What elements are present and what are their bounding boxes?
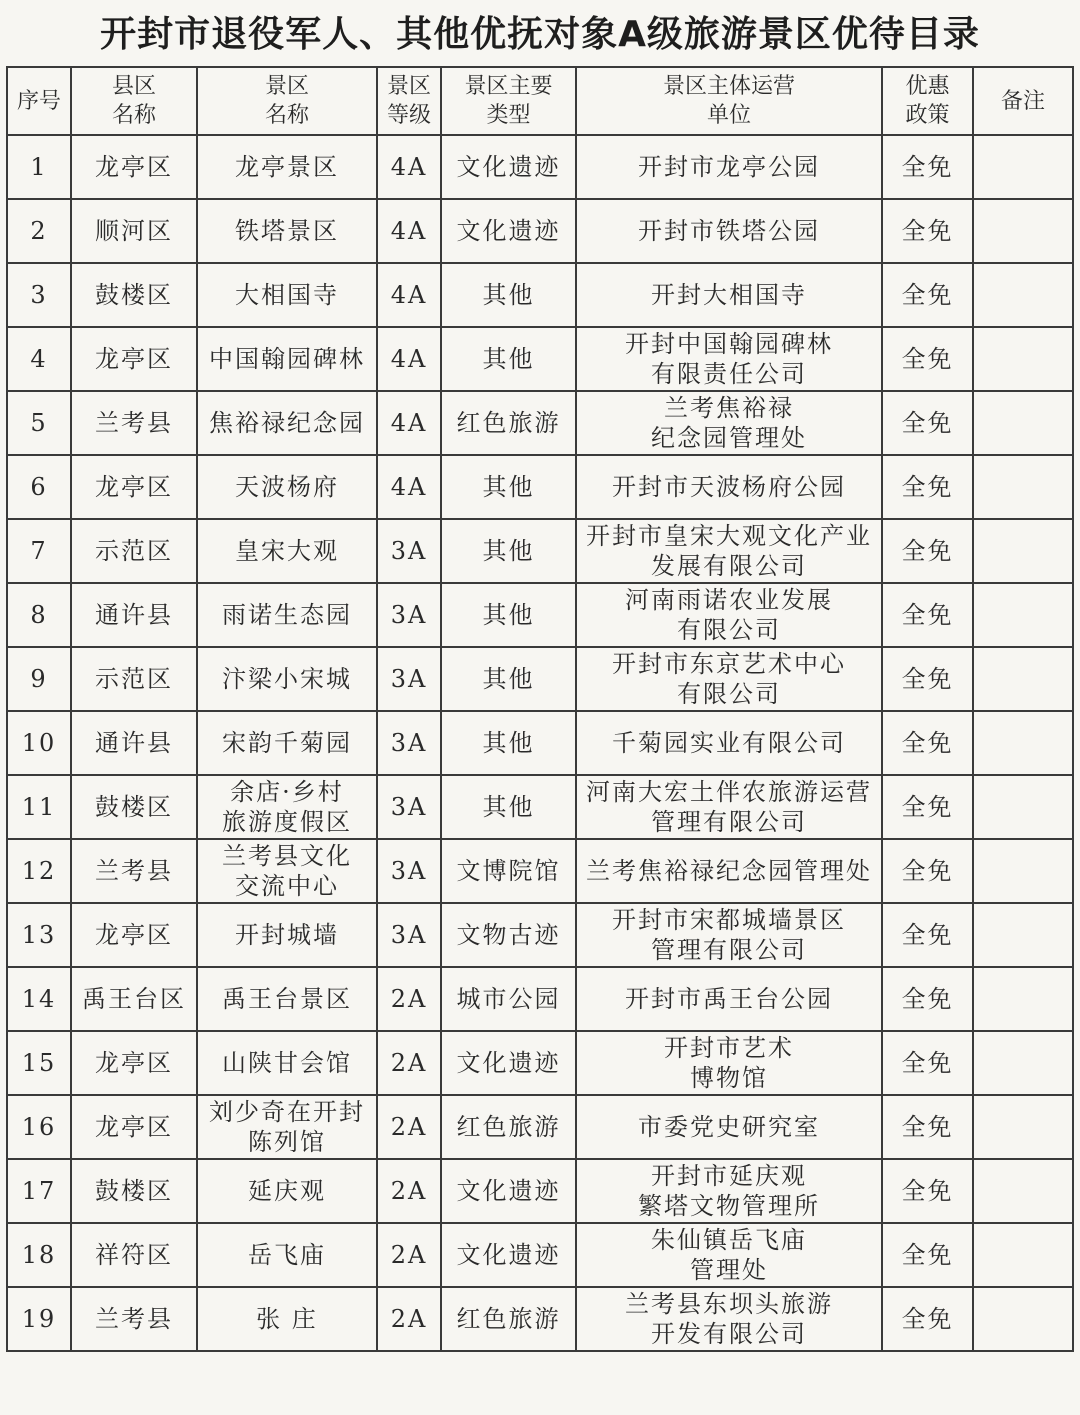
cell-note	[973, 647, 1073, 711]
cell-county-line: 兰考县	[95, 1305, 173, 1333]
table-row	[7, 839, 1073, 903]
cell-note	[973, 775, 1073, 839]
cell-operator-line: 开封市铁塔公园	[638, 217, 820, 245]
cell-index: 14	[7, 967, 71, 1031]
cell-level: 3A	[377, 711, 441, 775]
cell-policy: 全免	[882, 775, 973, 839]
cell-type: 其他	[441, 711, 576, 775]
cell-policy: 全免	[882, 1287, 973, 1351]
cell-index: 9	[7, 647, 71, 711]
cell-operator-line: 开封市延庆观	[651, 1162, 807, 1190]
cell-scenic-name	[197, 903, 377, 967]
cell-level: 2A	[377, 1223, 441, 1287]
table-row	[7, 199, 1073, 263]
cell-scenic-name-line: 刘少奇在开封	[209, 1098, 365, 1126]
cell-operator-line: 开封大相国寺	[651, 281, 807, 309]
header-county-line: 名称	[111, 103, 156, 128]
cell-county	[71, 1095, 197, 1159]
cell-note	[973, 519, 1073, 583]
cell-scenic-name-line: 张 庄	[256, 1305, 318, 1333]
cell-operator-line: 开封市艺术	[664, 1034, 794, 1062]
cell-note	[973, 967, 1073, 1031]
cell-county	[71, 1031, 197, 1095]
cell-note	[973, 327, 1073, 391]
cell-operator	[576, 455, 882, 519]
cell-type: 红色旅游	[441, 1095, 576, 1159]
cell-scenic-name	[197, 263, 377, 327]
cell-county	[71, 775, 197, 839]
cell-county-line: 鼓楼区	[95, 281, 173, 309]
cell-level: 4A	[377, 199, 441, 263]
cell-type: 红色旅游	[441, 391, 576, 455]
cell-type: 文博院馆	[441, 839, 576, 903]
cell-operator	[576, 583, 882, 647]
cell-policy: 全免	[882, 1031, 973, 1095]
table-row	[7, 455, 1073, 519]
cell-level: 3A	[377, 519, 441, 583]
table-row	[7, 1159, 1073, 1223]
cell-scenic-name-line: 山陕甘会馆	[222, 1049, 352, 1077]
cell-level: 3A	[377, 839, 441, 903]
cell-level: 4A	[377, 391, 441, 455]
cell-scenic-name	[197, 647, 377, 711]
cell-policy: 全免	[882, 455, 973, 519]
cell-operator	[576, 1287, 882, 1351]
cell-operator	[576, 135, 882, 199]
cell-policy: 全免	[882, 903, 973, 967]
cell-index: 12	[7, 839, 71, 903]
cell-county-line: 顺河区	[95, 217, 173, 245]
cell-type: 文化遗迹	[441, 135, 576, 199]
cell-type: 其他	[441, 263, 576, 327]
header-type	[441, 67, 576, 135]
header-operator-line: 景区主体运营	[662, 74, 795, 99]
cell-policy: 全免	[882, 519, 973, 583]
cell-operator-line: 朱仙镇岳飞庙	[651, 1226, 807, 1254]
cell-type: 其他	[441, 775, 576, 839]
cell-note	[973, 1031, 1073, 1095]
table-row	[7, 967, 1073, 1031]
table-row	[7, 1223, 1073, 1287]
cell-county-line: 示范区	[95, 665, 173, 693]
header-policy-line: 优惠	[905, 74, 950, 99]
cell-note	[973, 1095, 1073, 1159]
cell-scenic-name	[197, 839, 377, 903]
cell-note	[973, 1159, 1073, 1223]
header-scenic-name-line: 名称	[264, 103, 309, 128]
cell-operator-line: 开封市东京艺术中心	[612, 650, 846, 678]
cell-type: 城市公园	[441, 967, 576, 1031]
cell-county-line: 鼓楼区	[95, 1177, 173, 1205]
cell-scenic-name-line: 陈列馆	[248, 1128, 326, 1156]
cell-scenic-name-line: 禹王台景区	[222, 985, 352, 1013]
cell-policy: 全免	[882, 263, 973, 327]
cell-operator-line: 市委党史研究室	[638, 1113, 820, 1141]
cell-operator	[576, 1159, 882, 1223]
cell-operator-line: 发展有限公司	[651, 552, 807, 580]
cell-operator-line: 千菊园实业有限公司	[612, 729, 846, 757]
cell-scenic-name	[197, 199, 377, 263]
cell-scenic-name	[197, 1223, 377, 1287]
cell-scenic-name-line: 延庆观	[248, 1177, 326, 1205]
cell-operator-line: 管理有限公司	[651, 936, 807, 964]
cell-level: 2A	[377, 1031, 441, 1095]
header-policy-line: 政策	[905, 103, 950, 128]
cell-county-line: 兰考县	[95, 409, 173, 437]
header-policy	[882, 67, 973, 135]
cell-level: 4A	[377, 135, 441, 199]
cell-county	[71, 647, 197, 711]
table-row	[7, 775, 1073, 839]
cell-level: 2A	[377, 967, 441, 1031]
cell-type: 其他	[441, 455, 576, 519]
cell-operator-line: 博物馆	[690, 1064, 768, 1092]
table-row	[7, 1095, 1073, 1159]
cell-index: 5	[7, 391, 71, 455]
cell-operator	[576, 647, 882, 711]
table-row	[7, 519, 1073, 583]
cell-scenic-name-line: 焦裕禄纪念园	[209, 409, 365, 437]
cell-type: 文化遗迹	[441, 1159, 576, 1223]
cell-operator-line: 管理有限公司	[651, 808, 807, 836]
header-index	[7, 67, 71, 135]
cell-operator	[576, 1095, 882, 1159]
cell-index: 15	[7, 1031, 71, 1095]
table-row	[7, 583, 1073, 647]
cell-level: 4A	[377, 263, 441, 327]
header-level	[377, 67, 441, 135]
cell-scenic-name	[197, 1031, 377, 1095]
cell-county	[71, 327, 197, 391]
cell-index: 19	[7, 1287, 71, 1351]
cell-scenic-name	[197, 1287, 377, 1351]
cell-scenic-name	[197, 455, 377, 519]
cell-note	[973, 263, 1073, 327]
cell-scenic-name-line: 汴梁小宋城	[222, 665, 352, 693]
cell-scenic-name	[197, 967, 377, 1031]
cell-county-line: 祥符区	[95, 1241, 173, 1269]
cell-note	[973, 135, 1073, 199]
header-operator-line: 单位	[706, 103, 751, 128]
cell-operator-line: 河南大宏土伴农旅游运营	[586, 778, 872, 806]
cell-index: 10	[7, 711, 71, 775]
cell-county-line: 龙亭区	[95, 1049, 173, 1077]
header-level-line: 等级	[386, 103, 431, 128]
cell-scenic-name	[197, 327, 377, 391]
cell-index: 16	[7, 1095, 71, 1159]
cell-operator-line: 管理处	[690, 1256, 768, 1284]
cell-level: 3A	[377, 775, 441, 839]
header-scenic-name-line: 景区	[264, 74, 309, 99]
cell-policy: 全免	[882, 1095, 973, 1159]
cell-operator	[576, 1223, 882, 1287]
table-row	[7, 391, 1073, 455]
cell-level: 2A	[377, 1095, 441, 1159]
cell-county	[71, 519, 197, 583]
cell-operator	[576, 391, 882, 455]
cell-operator	[576, 327, 882, 391]
cell-index: 17	[7, 1159, 71, 1223]
cell-scenic-name	[197, 711, 377, 775]
cell-scenic-name-line: 龙亭景区	[235, 153, 339, 181]
table-body	[7, 135, 1073, 1351]
cell-scenic-name-line: 兰考县文化	[222, 842, 352, 870]
cell-county-line: 通许县	[95, 729, 173, 757]
cell-operator-line: 有限责任公司	[651, 360, 807, 388]
cell-operator-line: 开发有限公司	[651, 1320, 807, 1348]
cell-level: 3A	[377, 647, 441, 711]
cell-county	[71, 263, 197, 327]
cell-operator-line: 纪念园管理处	[651, 424, 807, 452]
cell-scenic-name	[197, 1159, 377, 1223]
cell-operator-line: 开封中国翰园碑林	[625, 330, 833, 358]
cell-operator	[576, 1031, 882, 1095]
cell-index: 6	[7, 455, 71, 519]
cell-operator-line: 开封市龙亭公园	[638, 153, 820, 181]
cell-index: 11	[7, 775, 71, 839]
document-title: 开封市退役军人、其他优抚对象A级旅游景区优待目录	[100, 14, 980, 55]
cell-operator-line: 河南雨诺农业发展	[625, 586, 833, 614]
cell-operator-line: 兰考焦裕禄	[664, 394, 794, 422]
cell-operator	[576, 775, 882, 839]
cell-level: 2A	[377, 1159, 441, 1223]
cell-operator-line: 兰考焦裕禄纪念园管理处	[586, 857, 872, 885]
cell-scenic-name-line: 旅游度假区	[222, 808, 352, 836]
cell-note	[973, 711, 1073, 775]
cell-policy: 全免	[882, 967, 973, 1031]
table-row	[7, 327, 1073, 391]
cell-county-line: 示范区	[95, 537, 173, 565]
cell-level: 3A	[377, 903, 441, 967]
table-row	[7, 1287, 1073, 1351]
cell-county-line: 兰考县	[95, 857, 173, 885]
cell-scenic-name-line: 天波杨府	[235, 473, 339, 501]
cell-scenic-name	[197, 519, 377, 583]
cell-county	[71, 839, 197, 903]
cell-type: 文化遗迹	[441, 1223, 576, 1287]
cell-operator	[576, 903, 882, 967]
cell-type: 文物古迹	[441, 903, 576, 967]
cell-policy: 全免	[882, 1223, 973, 1287]
cell-scenic-name-line: 交流中心	[235, 872, 339, 900]
cell-county	[71, 1159, 197, 1223]
cell-index: 8	[7, 583, 71, 647]
cell-policy: 全免	[882, 839, 973, 903]
cell-county	[71, 1287, 197, 1351]
cell-scenic-name	[197, 583, 377, 647]
header-type-line: 景区主要	[464, 74, 553, 99]
header-scenic-name	[197, 67, 377, 135]
header-county-line: 县区	[111, 74, 156, 99]
cell-scenic-name-line: 皇宋大观	[235, 537, 339, 565]
cell-note	[973, 583, 1073, 647]
table-row	[7, 903, 1073, 967]
cell-county-line: 龙亭区	[95, 1113, 173, 1141]
header-operator	[576, 67, 882, 135]
cell-level: 4A	[377, 327, 441, 391]
cell-note	[973, 1287, 1073, 1351]
cell-type: 文化遗迹	[441, 1031, 576, 1095]
cell-index: 18	[7, 1223, 71, 1287]
cell-type: 其他	[441, 647, 576, 711]
cell-operator-line: 开封市天波杨府公园	[612, 473, 846, 501]
cell-note	[973, 903, 1073, 967]
cell-county	[71, 455, 197, 519]
table-row	[7, 263, 1073, 327]
cell-county	[71, 967, 197, 1031]
header-note	[973, 67, 1073, 135]
cell-policy: 全免	[882, 711, 973, 775]
header-county	[71, 67, 197, 135]
cell-scenic-name-line: 开封城墙	[235, 921, 339, 949]
cell-county-line: 龙亭区	[95, 345, 173, 373]
cell-scenic-name	[197, 1095, 377, 1159]
cell-operator	[576, 711, 882, 775]
cell-index: 2	[7, 199, 71, 263]
cell-operator-line: 开封市皇宋大观文化产业	[586, 522, 872, 550]
cell-scenic-name-line: 雨诺生态园	[222, 601, 352, 629]
table-row	[7, 647, 1073, 711]
cell-type: 文化遗迹	[441, 199, 576, 263]
cell-operator-line: 开封市禹王台公园	[625, 985, 833, 1013]
cell-county	[71, 135, 197, 199]
cell-county-line: 通许县	[95, 601, 173, 629]
cell-type: 其他	[441, 583, 576, 647]
cell-level: 3A	[377, 583, 441, 647]
cell-index: 13	[7, 903, 71, 967]
cell-note	[973, 199, 1073, 263]
cell-county-line: 禹王台区	[82, 985, 186, 1013]
cell-scenic-name-line: 大相国寺	[235, 281, 339, 309]
cell-scenic-name-line: 中国翰园碑林	[209, 345, 365, 373]
cell-type: 其他	[441, 327, 576, 391]
cell-policy: 全免	[882, 199, 973, 263]
cell-level: 4A	[377, 455, 441, 519]
cell-county	[71, 583, 197, 647]
cell-county	[71, 391, 197, 455]
table-row	[7, 135, 1073, 199]
cell-index: 7	[7, 519, 71, 583]
cell-county-line: 鼓楼区	[95, 793, 173, 821]
header-type-line: 类型	[486, 103, 531, 128]
cell-note	[973, 1223, 1073, 1287]
cell-level: 2A	[377, 1287, 441, 1351]
cell-index: 3	[7, 263, 71, 327]
cell-operator	[576, 967, 882, 1031]
table-row	[7, 711, 1073, 775]
cell-scenic-name-line: 铁塔景区	[235, 217, 339, 245]
cell-county	[71, 1223, 197, 1287]
cell-index: 4	[7, 327, 71, 391]
cell-county	[71, 711, 197, 775]
cell-scenic-name-line: 岳飞庙	[248, 1241, 326, 1269]
cell-operator-line: 有限公司	[677, 616, 781, 644]
table-row	[7, 1031, 1073, 1095]
cell-operator-line: 有限公司	[677, 680, 781, 708]
cell-policy: 全免	[882, 583, 973, 647]
cell-operator	[576, 199, 882, 263]
cell-county-line: 龙亭区	[95, 153, 173, 181]
cell-operator	[576, 519, 882, 583]
cell-operator-line: 开封市宋都城墙景区	[612, 906, 846, 934]
cell-note	[973, 839, 1073, 903]
cell-county	[71, 903, 197, 967]
cell-type: 其他	[441, 519, 576, 583]
cell-policy: 全免	[882, 327, 973, 391]
cell-scenic-name	[197, 391, 377, 455]
scenic-area-table	[6, 66, 1074, 1352]
cell-county-line: 龙亭区	[95, 473, 173, 501]
cell-index: 1	[7, 135, 71, 199]
cell-policy: 全免	[882, 391, 973, 455]
cell-scenic-name	[197, 135, 377, 199]
cell-county-line: 龙亭区	[95, 921, 173, 949]
cell-scenic-name-line: 宋韵千菊园	[222, 729, 352, 757]
cell-operator	[576, 839, 882, 903]
header-level-line: 景区	[386, 74, 431, 99]
cell-scenic-name-line: 余店·乡村	[230, 778, 344, 806]
cell-policy: 全免	[882, 647, 973, 711]
cell-policy: 全免	[882, 135, 973, 199]
cell-note	[973, 455, 1073, 519]
header-index-line: 序号	[16, 88, 61, 114]
cell-scenic-name	[197, 775, 377, 839]
header-note-line: 备注	[1000, 88, 1045, 114]
table-header-row	[7, 67, 1073, 135]
cell-note	[973, 391, 1073, 455]
cell-policy: 全免	[882, 1159, 973, 1223]
cell-county	[71, 199, 197, 263]
cell-operator	[576, 263, 882, 327]
cell-operator-line: 兰考县东坝头旅游	[625, 1290, 833, 1318]
cell-type: 红色旅游	[441, 1287, 576, 1351]
cell-operator-line: 繁塔文物管理所	[638, 1192, 820, 1220]
